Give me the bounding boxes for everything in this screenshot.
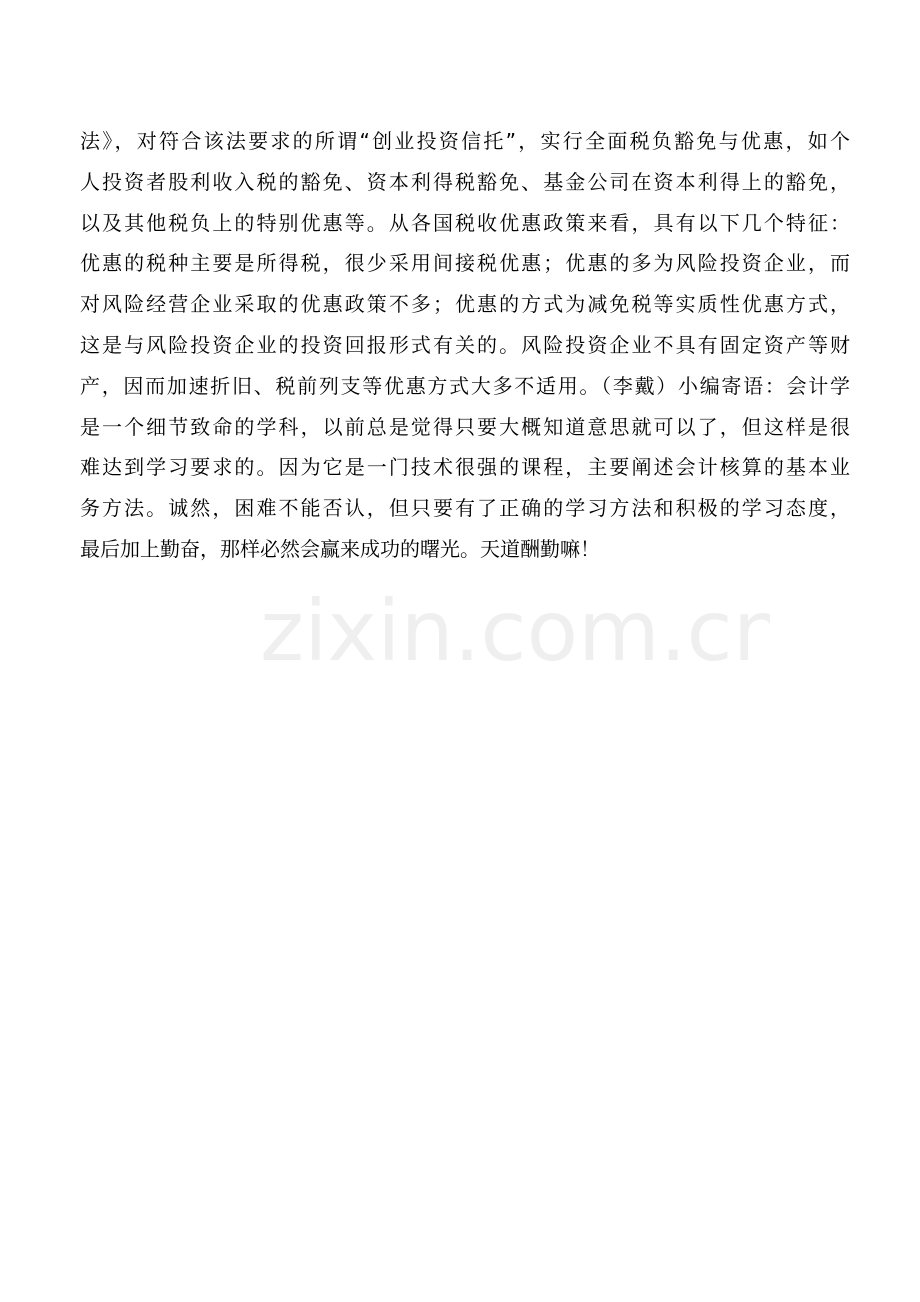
watermark	[250, 570, 770, 690]
text-line-11: 最后加上勤奋，那样必然会赢来成功的曙光。天道酬勤嘛！	[80, 536, 600, 561]
body-text	[80, 121, 850, 570]
text-line-5: 对风险经营企业采取的优惠政策不多；优惠的方式为减免税等实质性优惠方式，	[80, 292, 850, 317]
watermark-text: zixin.com.cn	[260, 582, 770, 680]
text-line-4: 优惠的税种主要是所得税，很少采用间接税优惠；优惠的多为风险投资企业，而	[80, 251, 850, 276]
text-line-3: 以及其他税负上的特别优惠等。从各国税收优惠政策来看，具有以下几个特征：	[80, 210, 850, 235]
text-line-10: 务方法。诚然，困难不能否认，但只要有了正确的学习方法和积极的学习态度，	[80, 496, 850, 521]
text-line-7: 产，因而加速折旧、税前列支等优惠方式大多不适用。（李戴）小编寄语：会计学	[80, 373, 850, 398]
text-line-6: 这是与风险投资企业的投资回报形式有关的。风险投资企业不具有固定资产等财	[80, 332, 850, 357]
text-line-1: 法》，对符合该法要求的所谓“创业投资信托”，实行全面税负豁免与优惠，如个	[80, 129, 850, 153]
watermark-graphic	[250, 570, 770, 690]
text-line-9: 难达到学习要求的。因为它是一门技术很强的课程，主要阐述会计核算的基本业	[80, 455, 850, 480]
text-line-2: 人投资者股利收入税的豁免、资本利得税豁免、基金公司在资本利得上的豁免，	[80, 169, 850, 194]
text-line-8: 是一个细节致命的学科，以前总是觉得只要大概知道意思就可以了，但这样是很	[80, 414, 850, 439]
